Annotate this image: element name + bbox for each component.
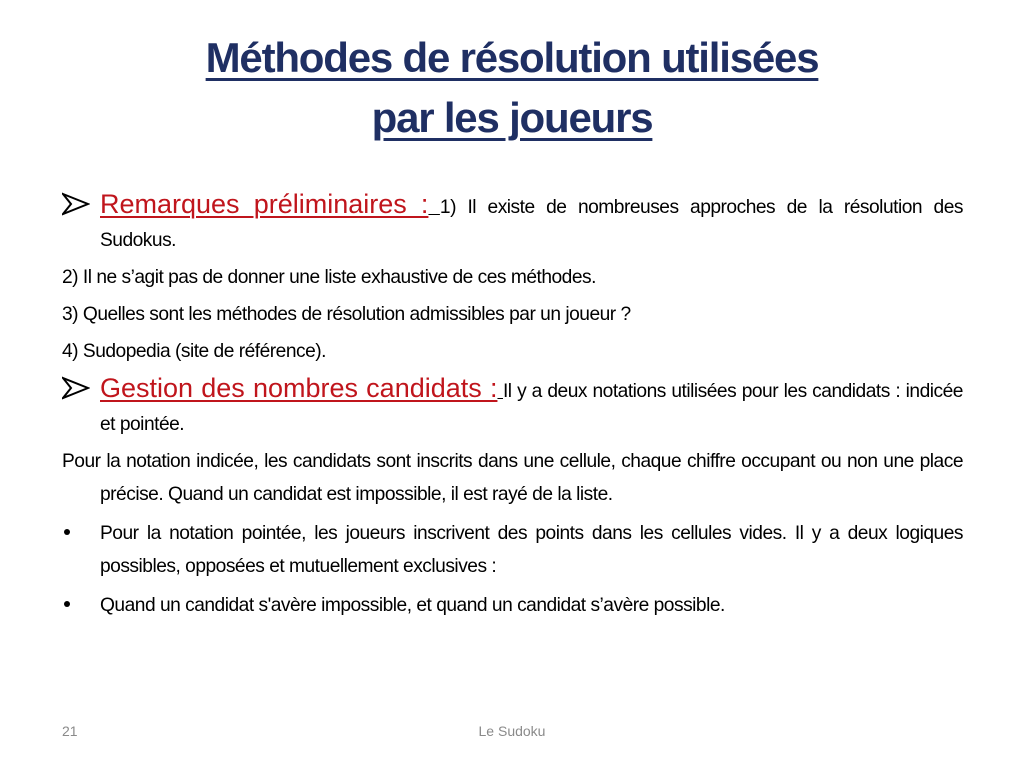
paragraph-notation-indicee: Pour la notation indicée, les candidats sont inscrits dans une cellule, chaque chiffre occupant ou non une place précise. Quand un candidat est impossible, il est rayé de la liste. — [62, 451, 963, 505]
section-heading-remarques: Remarques préliminaires : — [100, 189, 429, 219]
bullet-item — [62, 517, 963, 583]
page-number: 21 — [62, 723, 78, 739]
slide-title-line-2: par les joueurs — [371, 94, 653, 141]
list-item-text: 4) Sudopedia (site de référence). — [62, 341, 327, 362]
arrow-bullet-icon — [62, 192, 90, 216]
bullet-dot-icon — [62, 589, 100, 622]
section-remarques — [62, 188, 963, 257]
bullet-item — [62, 589, 963, 622]
list-item — [62, 261, 963, 294]
section-heading-candidats: Gestion des nombres candidats : — [100, 373, 498, 403]
arrow-bullet-icon — [62, 376, 90, 400]
footer-title: Le Sudoku — [478, 723, 546, 739]
section-candidats — [62, 372, 963, 441]
list-item — [62, 335, 963, 368]
bullet-item-text: Pour la notation pointée, les joueurs inscrivent des points dans les cellules vides. Il y a deux logiques possibles, opposées et mutuellement exclusives : — [100, 523, 963, 577]
slide-title-line-1: Méthodes de résolution utilisées — [205, 34, 819, 81]
section-text-remarques: 1) Il existe de nombreuses approches de la résolution des Sudokus. — [100, 197, 963, 251]
bullet-dot-icon — [62, 517, 100, 550]
list-item-text: 3) Quelles sont les méthodes de résolution admissibles par un joueur ? — [62, 304, 631, 325]
section-text-candidats: Il y a deux notations utilisées pour les candidats : indicée et pointée. — [100, 381, 963, 435]
list-item — [62, 298, 963, 331]
slide-body — [62, 188, 963, 626]
bullet-item-text: Quand un candidat s'avère impossible, et quand un candidat s’avère possible. — [100, 595, 725, 616]
slide-title — [40, 28, 984, 148]
list-item-text: 2) Il ne s’agit pas de donner une liste exhaustive de ces méthodes. — [62, 267, 596, 288]
